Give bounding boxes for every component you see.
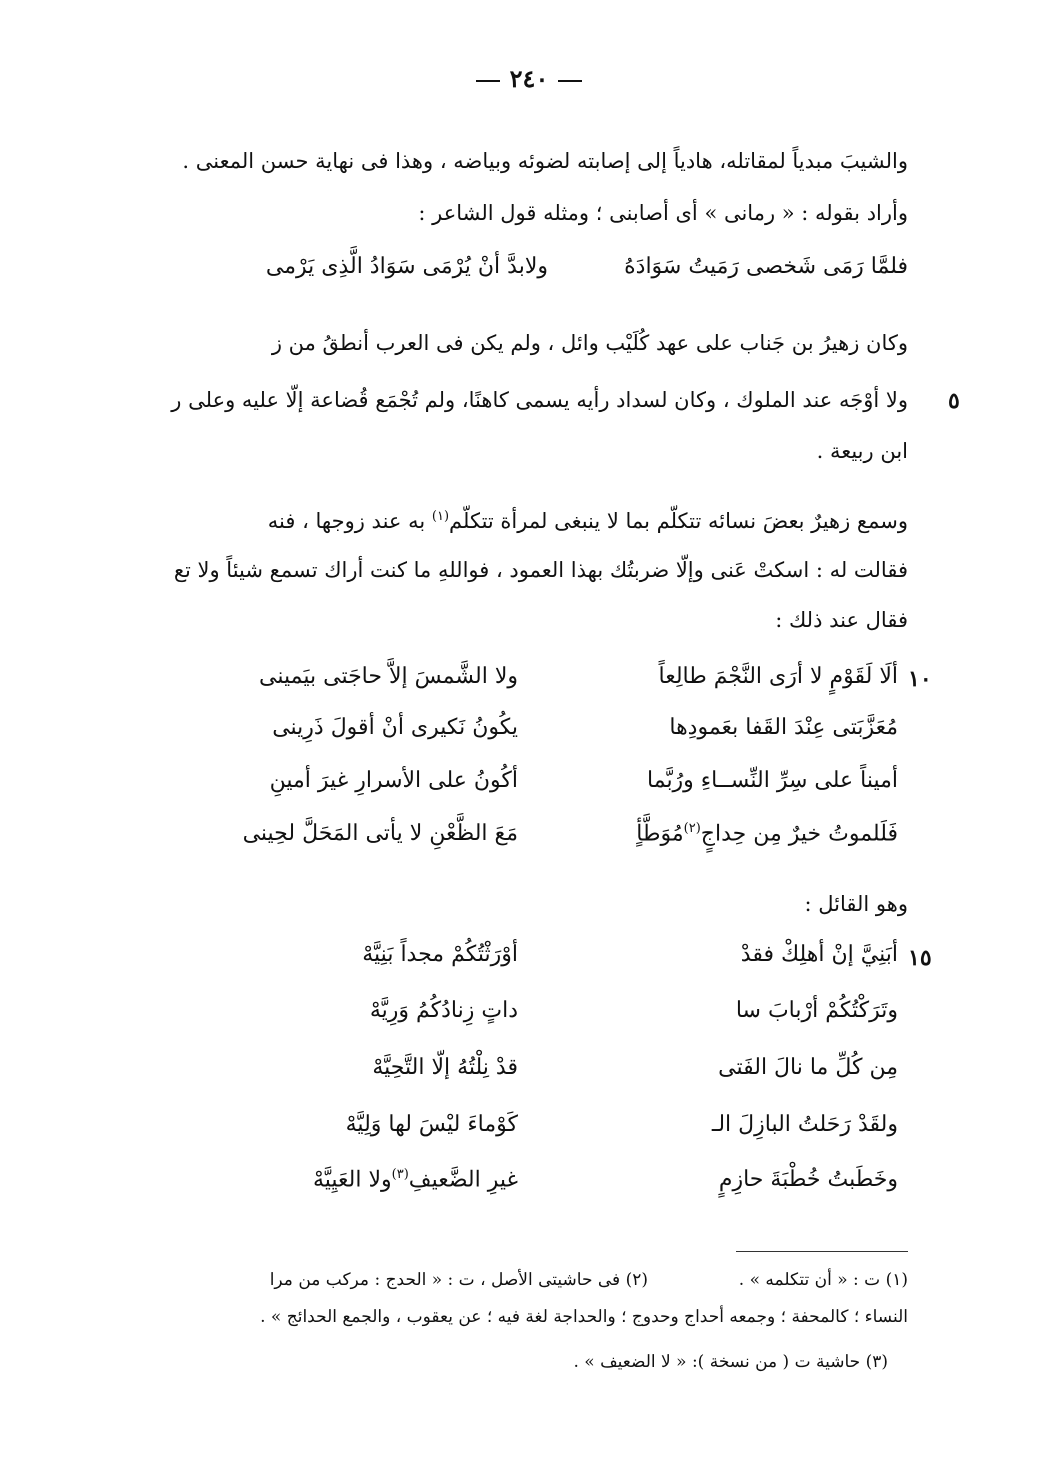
verse-text-tail: ولا العَيِيَّهْ <box>312 1167 392 1193</box>
verse-text: غيرِ الضَّعيفِ <box>408 1167 518 1193</box>
verse-row <box>158 715 898 755</box>
footnote-separator <box>736 1251 908 1252</box>
verse-row <box>158 821 898 861</box>
prose-line-7-end: به عند زوجها ، فنه <box>267 509 426 533</box>
verse-row <box>158 1167 898 1207</box>
verse-second-half <box>178 1167 518 1192</box>
prose-line-4: وكان زهيرُ بن جَناب على عهد كُلَيْب وائل ، ولم يكن فى العرب أنطقُ من ز <box>271 331 908 355</box>
verse-second-half: ولا الشَّمسَ إلاَّ حاجَتى بيَمينى <box>259 664 518 689</box>
verse-row <box>158 1112 898 1152</box>
verse-second-half: مَعَ الظَّعْنِ لا يأتى المَحَلَّ لحِينى <box>242 821 518 846</box>
verse-first-half <box>578 821 898 846</box>
right-dash <box>558 80 582 82</box>
footnote-marker-3: (٣) <box>391 1167 409 1182</box>
verse-first-half: وخَطَبتُ خُطْبَةَ حازِمٍ <box>718 1167 898 1192</box>
verse-second-half: داتٍ زِنادُكُمُ وَرِيَّهْ <box>369 998 518 1023</box>
verse-second-half: يكُونُ نَكيرى أنْ أقولَ ذَرِينى <box>272 715 518 740</box>
verse-first-half: أبَنِيَّ إنْ أهلِكْ فقدْ <box>740 942 898 967</box>
line-number-15: ١٥ <box>908 945 932 971</box>
prose-line-5: ولا أوْجَه عند الملوك ، وكان لسداد رأيه يسمى كاهنًا، ولم تُجْمَع قُضاعة إلّا عليه وعلى ر <box>171 388 908 412</box>
page-number: ٢٤٠ <box>509 64 549 93</box>
verse-row <box>158 1055 898 1095</box>
verse-first-half: مِن كُلِّ ما نالَ الفَتى <box>718 1055 898 1080</box>
footnote-3: (٣) حاشية ت ( من نسخة ): « لا الضعيف » . <box>573 1352 888 1372</box>
prose-line-2: وأراد بقوله : « رمانى » أى أصابنى ؛ ومثله قول الشاعر : <box>418 201 908 225</box>
verse-second-half: كَوْماءَ ليْسَ لها وَلِيَّهْ <box>345 1112 518 1137</box>
couplet-first-half: فلمَّا رَمَى شَخصى رَمَيتُ سَوَادَهُ <box>624 254 908 279</box>
line-number-10: ١٠ <box>908 666 932 692</box>
page-number-header <box>0 64 1058 93</box>
verse-second-half: أكُونُ على الأسرارِ غيرَ أمينِ <box>269 768 518 793</box>
prose-line-7-start: وسمع زهيرٌ بعضَ نسائه تتكلّم بما لا ينبغى لمرأة تتكلّم <box>449 509 908 533</box>
verse-first-half: وتَرَكْتُكُمْ أرْبابَ سا <box>735 998 898 1023</box>
couplet-second-half: ولابدَّ أنْ يُرْمَى سَوَادُ الَّذِى يَرْمى <box>265 254 548 279</box>
verse-first-half: مُعَزَّبَتى عِنْدَ القَفا بعَمودِها <box>669 715 898 740</box>
verse-row <box>158 942 898 982</box>
footnote-marker-2: (٢) <box>683 821 701 836</box>
verse-row <box>158 768 898 808</box>
verse-text: فَلَلموتُ خيرٌ مِن حِداجٍ <box>700 821 898 847</box>
prose-line-7 <box>148 503 908 535</box>
prose-line-6: ابن ربيعة . <box>816 439 908 463</box>
footnote-marker-1: (١) <box>431 509 450 524</box>
verse-first-half: ألَا لَقَوْمٍ لا أرَى النَّجْمَ طالِعاً <box>658 664 898 689</box>
prose-line-1: والشيبَ مبدياً لمقاتله، هادياً إلى إصابته لضوئه وبياضه ، وهذا فى نهاية حسن المعنى . <box>182 149 908 173</box>
line-number-5: ٥ <box>948 388 960 414</box>
verse-first-half: أميناً على سِرِّ النِّســاءِ ورُبَّما <box>647 768 898 793</box>
verse-row <box>158 664 898 704</box>
verse-second-half: قدْ نِلْتُهُ إلّا التَّحِيَّهْ <box>372 1055 518 1080</box>
prose-line-12: وهو القائل : <box>804 892 908 916</box>
footnote-2-start: (٢) فى حاشيتى الأصل ، ت : « الحدج : مركب من مرا <box>269 1270 648 1290</box>
verse-first-half: ولقَدْ رَحَلتُ البازِلَ الـ <box>711 1112 898 1137</box>
footnote-line-2: النساء ؛ كالمحفة ؛ وجمعه أحداج وحدوج ؛ والحداجة لغة فيه ؛ عن يعقوب ، والجمع الحدائج » . <box>260 1307 908 1327</box>
prose-line-9: فقال عند ذلك : <box>775 608 908 632</box>
verse-text-tail: مُوَطَّأٍ <box>636 821 684 847</box>
prose-line-8: فقالت له : اسكتْ عَنى وإلّا ضربتُك بهذا العمود ، فواللهِ ما كنت أراك تسمع شيئاً ولا تع <box>173 558 908 582</box>
left-dash <box>476 80 500 82</box>
verse-second-half: أوْرَثْتُكُمْ مجداً بَنِيَّهْ <box>362 942 518 967</box>
verse-row <box>158 998 898 1038</box>
footnote-1: (١) ت : « أن تتكلمه » . <box>738 1270 908 1290</box>
